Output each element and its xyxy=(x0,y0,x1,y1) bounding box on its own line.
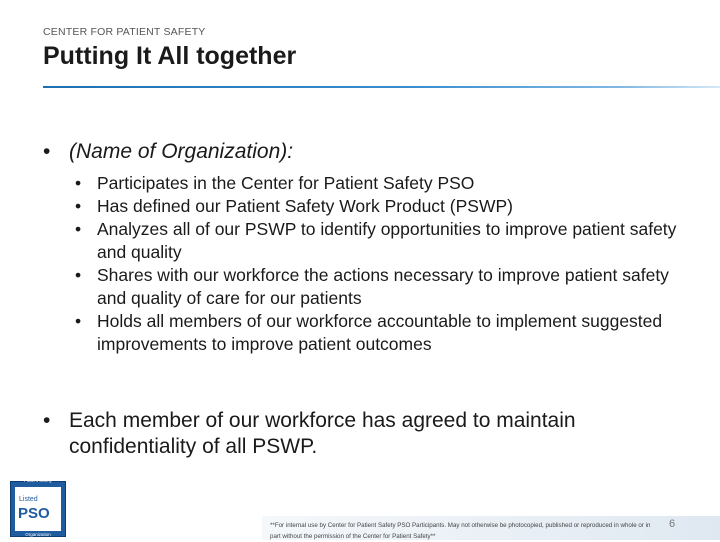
list-item xyxy=(75,195,695,218)
pso-logo xyxy=(10,478,66,537)
list-item-text: Has defined our Patient Safety Work Product (PSWP) xyxy=(97,196,513,216)
bullet-dot-icon: • xyxy=(75,219,82,239)
bullet-dot-icon: • xyxy=(43,409,51,432)
organization-header: CENTER FOR PATIENT SAFETY xyxy=(43,26,206,38)
list-item-text: Analyzes all of our PSWP to identify opportunities to improve patient safety and quality xyxy=(97,219,677,262)
bullet-organization-text: (Name of Organization): xyxy=(69,140,294,163)
title-divider xyxy=(43,86,720,88)
bullet-dot-icon: • xyxy=(75,173,82,193)
bullet-confidentiality xyxy=(43,408,693,460)
footer-notice: **For internal use by Center for Patient Safety PSO Participants. May not otherwise be photocopied, published or reproduced in whole or in part without the permission of the Center for Patient Safety** xyxy=(270,522,651,540)
list-item xyxy=(75,264,695,310)
logo-top-text: Patient Safety xyxy=(23,478,53,483)
list-item xyxy=(75,310,695,356)
bullet-dot-icon: • xyxy=(75,196,82,216)
list-item-text: Shares with our workforce the actions necessary to improve patient safety and quality of care for our patients xyxy=(97,265,669,308)
bullet-dot-icon: • xyxy=(43,140,51,163)
bullet-dot-icon: • xyxy=(75,265,82,285)
bullet-dot-icon: • xyxy=(75,311,82,331)
page-number: 6 xyxy=(669,518,676,530)
logo-line-1: Listed xyxy=(19,496,38,503)
list-item-text: Participates in the Center for Patient Safety PSO xyxy=(97,173,475,193)
bullet-organization xyxy=(43,140,293,164)
list-item-text: Holds all members of our workforce accountable to implement suggested improvements to improve patient outcomes xyxy=(97,311,663,354)
list-item xyxy=(75,218,695,264)
slide-title: Putting It All together xyxy=(43,42,297,70)
bullet-confidentiality-text: Each member of our workforce has agreed to maintain confidentiality of all PSWP. xyxy=(69,409,576,458)
sub-bullet-list xyxy=(75,172,695,356)
list-item xyxy=(75,172,695,195)
logo-bottom-text: Organization xyxy=(25,532,51,537)
logo-line-2: PSO xyxy=(18,505,50,522)
logo-inner-panel xyxy=(15,487,61,531)
